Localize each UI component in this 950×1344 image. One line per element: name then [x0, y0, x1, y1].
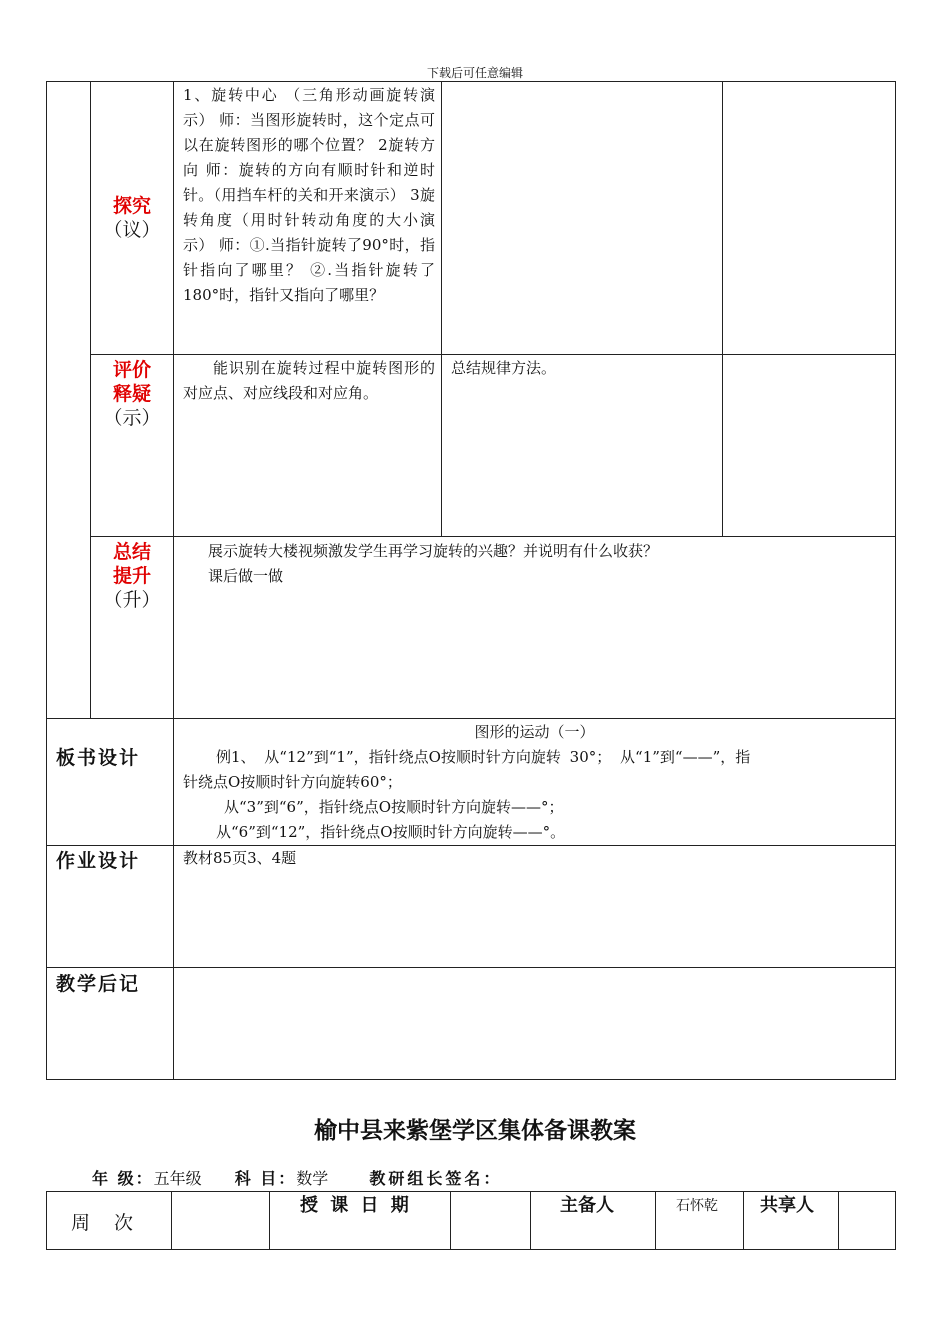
grade-value: 五年级 — [153, 1169, 202, 1188]
stage-explore-name: 探究 — [112, 195, 151, 217]
board-design-title: 图形的运动（一） — [474, 723, 595, 741]
stage-explore-content: 1、旋转中心 （三角形动画旋转演示） 师：当图形旋转时，这个定点可以在旋转图形的哪个位置？ 2旋转方向 师：旋转的方向有顺时针和逆时针。（用挡车杆的关和开来演示） 3旋转角度（用时针转动角度的大小演示） 师：①.当指针旋转了90°时，指针指向了哪里？ ②.当指针旋转了180°时，指针又指向了哪里？ — [183, 86, 435, 304]
stage-summary-paren: （升） — [103, 589, 161, 611]
board-design-line-1: 例1、 从“12”到“1”，指针绕点O按顺时针方向旋转 30°； 从“1”到“——”，指 — [216, 748, 751, 766]
board-design-line-4: 从“6”到“12”，指针绕点O按顺时针方向旋转——°。 — [216, 823, 566, 841]
week-label: 周 次 — [71, 1212, 134, 1234]
leader-signature-label: 教研组长签名： — [369, 1169, 503, 1188]
subject-value: 数学 — [296, 1169, 329, 1188]
stage-explore-paren: （议） — [103, 219, 161, 241]
board-design-line-3: 从“3”到“6”，指针绕点O按顺时针方向旋转——°； — [224, 798, 564, 816]
subject-label: 科 目： — [234, 1169, 297, 1188]
homework-content: 教材85页3、4题 — [183, 849, 297, 867]
homework-label: 作业设计 — [56, 850, 141, 872]
stage-summary-label — [91, 540, 173, 612]
board-design-line-2: 针绕点O按顺时针方向旋转60°； — [183, 773, 402, 791]
stage-explore-label — [91, 194, 173, 242]
board-design-label: 板书设计 — [56, 747, 141, 769]
stage-evaluate-label — [91, 358, 173, 430]
stage-summary-content-1: 展示旋转大楼视频激发学生再学习旋转的兴趣？并说明有什么收获？ — [208, 542, 659, 560]
stage-evaluate-name-1: 评价 — [112, 359, 151, 381]
stage-summary-name-2: 提升 — [112, 565, 151, 587]
grade-label: 年 级： — [92, 1169, 154, 1188]
doc-title: 榆中县来紫堡学区集体备课教案 — [314, 1118, 636, 1144]
stage-evaluate-content: 能识别在旋转过程中旋转图形的对应点、对应线段和对应角。 — [183, 359, 435, 402]
stage-evaluate-paren: （示） — [103, 407, 161, 429]
preparer-label: 主备人 — [560, 1195, 614, 1216]
reflection-label: 教学后记 — [56, 973, 141, 995]
header-note: 下载后可任意编辑 — [426, 66, 523, 80]
stage-evaluate-method: 总结规律方法。 — [451, 359, 557, 377]
teaching-date-label: 授 课 日 期 — [300, 1195, 409, 1216]
stage-evaluate-name-2: 释疑 — [112, 383, 151, 405]
sharer-label: 共享人 — [760, 1195, 814, 1216]
stage-summary-name-1: 总结 — [112, 541, 151, 563]
doc-meta-row — [92, 1168, 502, 1190]
stage-summary-content-2: 课后做一做 — [208, 567, 284, 585]
preparer-value: 石怀乾 — [676, 1198, 718, 1214]
